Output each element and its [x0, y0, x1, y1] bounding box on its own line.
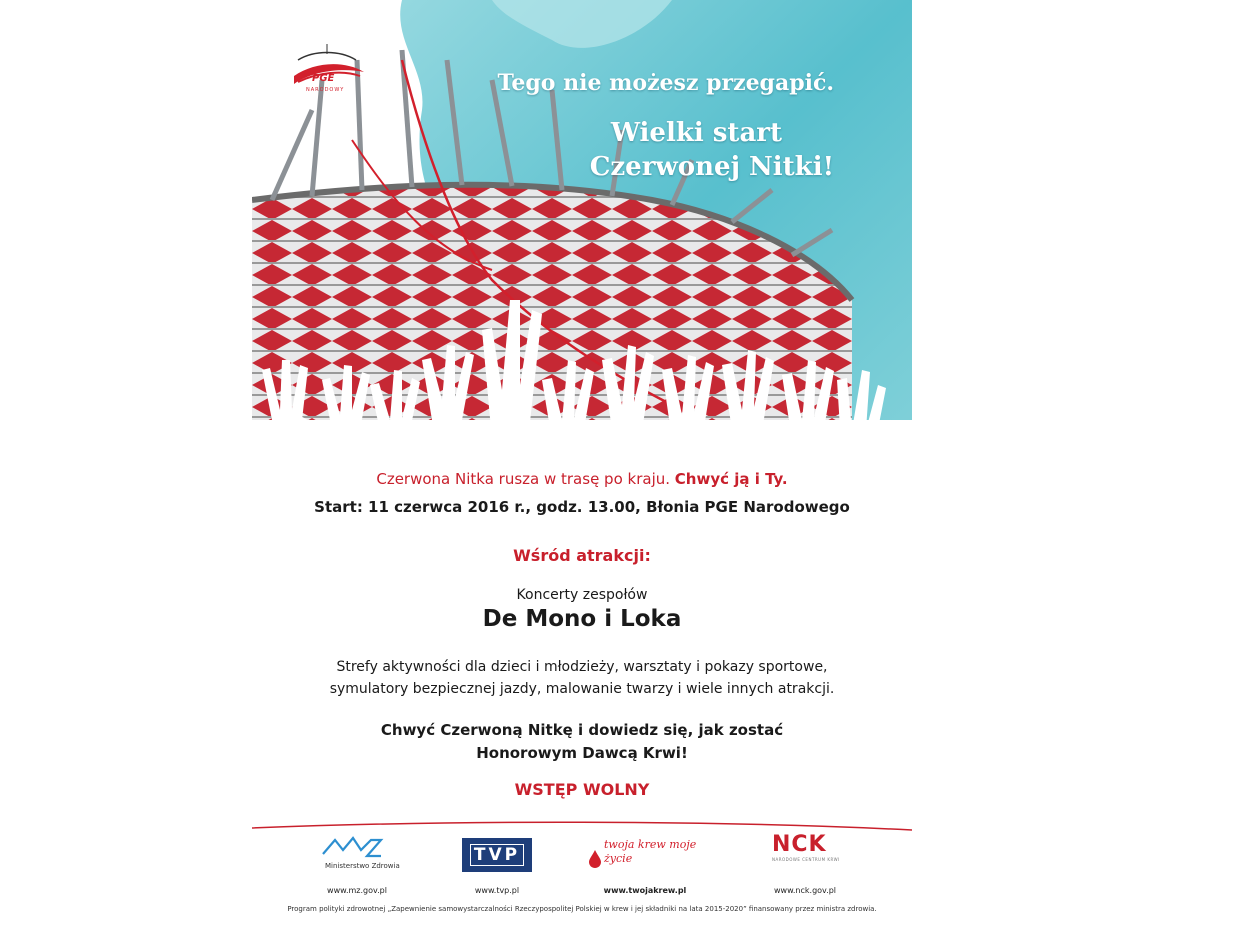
- headline-main-line1: Wielki start: [610, 118, 782, 148]
- stadium-logo-icon: [284, 36, 370, 106]
- tvp-mark: TVP: [470, 844, 524, 866]
- logo-subtitle: NARODOWY: [306, 87, 345, 93]
- entry-free: WSTĘP WOLNY: [514, 780, 650, 799]
- partner-nck-url: www.nck.gov.pl: [773, 886, 836, 895]
- callout-line2: Honorowym Dawcą Krwi!: [476, 744, 688, 762]
- partner-tvp-url: www.tvp.pl: [474, 886, 520, 895]
- intro-text: Czerwona Nitka rusza w trasę po kraju.: [376, 470, 671, 488]
- funding-footnote: Program polityki zdrowotnej „Zapewnienie samowystarczalności Rzeczypospolitej Polskiej w krew i jej składniki na lata 2015-2020” finansowany przez ministra zdrowia.: [287, 905, 877, 913]
- start-info: Start: 11 czerwca 2016 r., godz. 13.00, Błonia PGE Narodowego: [314, 498, 850, 516]
- callout-line1: Chwyć Czerwoną Nitkę i dowiedz się, jak zostać: [380, 721, 784, 739]
- poster: [252, 0, 912, 939]
- nck-mark: NCK: [772, 832, 827, 857]
- headline-main: [590, 116, 834, 184]
- mz-icon: [317, 832, 387, 860]
- activities-line1: Strefy aktywności dla dzieci i młodzieży, warsztaty i pokazy sportowe,: [336, 659, 828, 675]
- logo-brand: PGE: [312, 73, 335, 84]
- attractions-heading: Wśród atrakcji:: [513, 546, 651, 565]
- partner-tvp-logo: [462, 832, 592, 882]
- bands-name: De Mono i Loka: [482, 606, 682, 632]
- blood-drop-icon: [588, 850, 602, 868]
- partner-mz-logo: [317, 832, 447, 882]
- headline-teaser: Tego nie możesz przegapić.: [497, 70, 834, 96]
- intro-line: [252, 470, 912, 488]
- intro-emphasis: Chwyć ją i Ty.: [674, 470, 788, 488]
- nck-subtitle: NARODOWE CENTRUM KRWI: [772, 857, 840, 862]
- headline-main-line2: Czerwonej Nitki!: [589, 152, 834, 182]
- partner-twojakrew-url: www.twojakrew.pl: [603, 886, 687, 895]
- concerts-label: Koncerty zespołów: [516, 587, 648, 603]
- partner-twojakrew-logo: [582, 832, 712, 882]
- twojakrew-mark: twoja krew moje życie: [604, 838, 697, 865]
- pge-narodowy-logo: [284, 36, 370, 106]
- activities-line2: symulatory bezpiecznej jazdy, malowanie twarzy i wiele innych atrakcji.: [329, 681, 835, 697]
- partner-nck-logo: [772, 832, 842, 882]
- mz-label: Ministerstwo Zdrowia: [325, 862, 400, 870]
- partner-mz-url: www.mz.gov.pl: [327, 886, 387, 895]
- activities-text: [252, 656, 912, 700]
- callout-text: [252, 719, 912, 765]
